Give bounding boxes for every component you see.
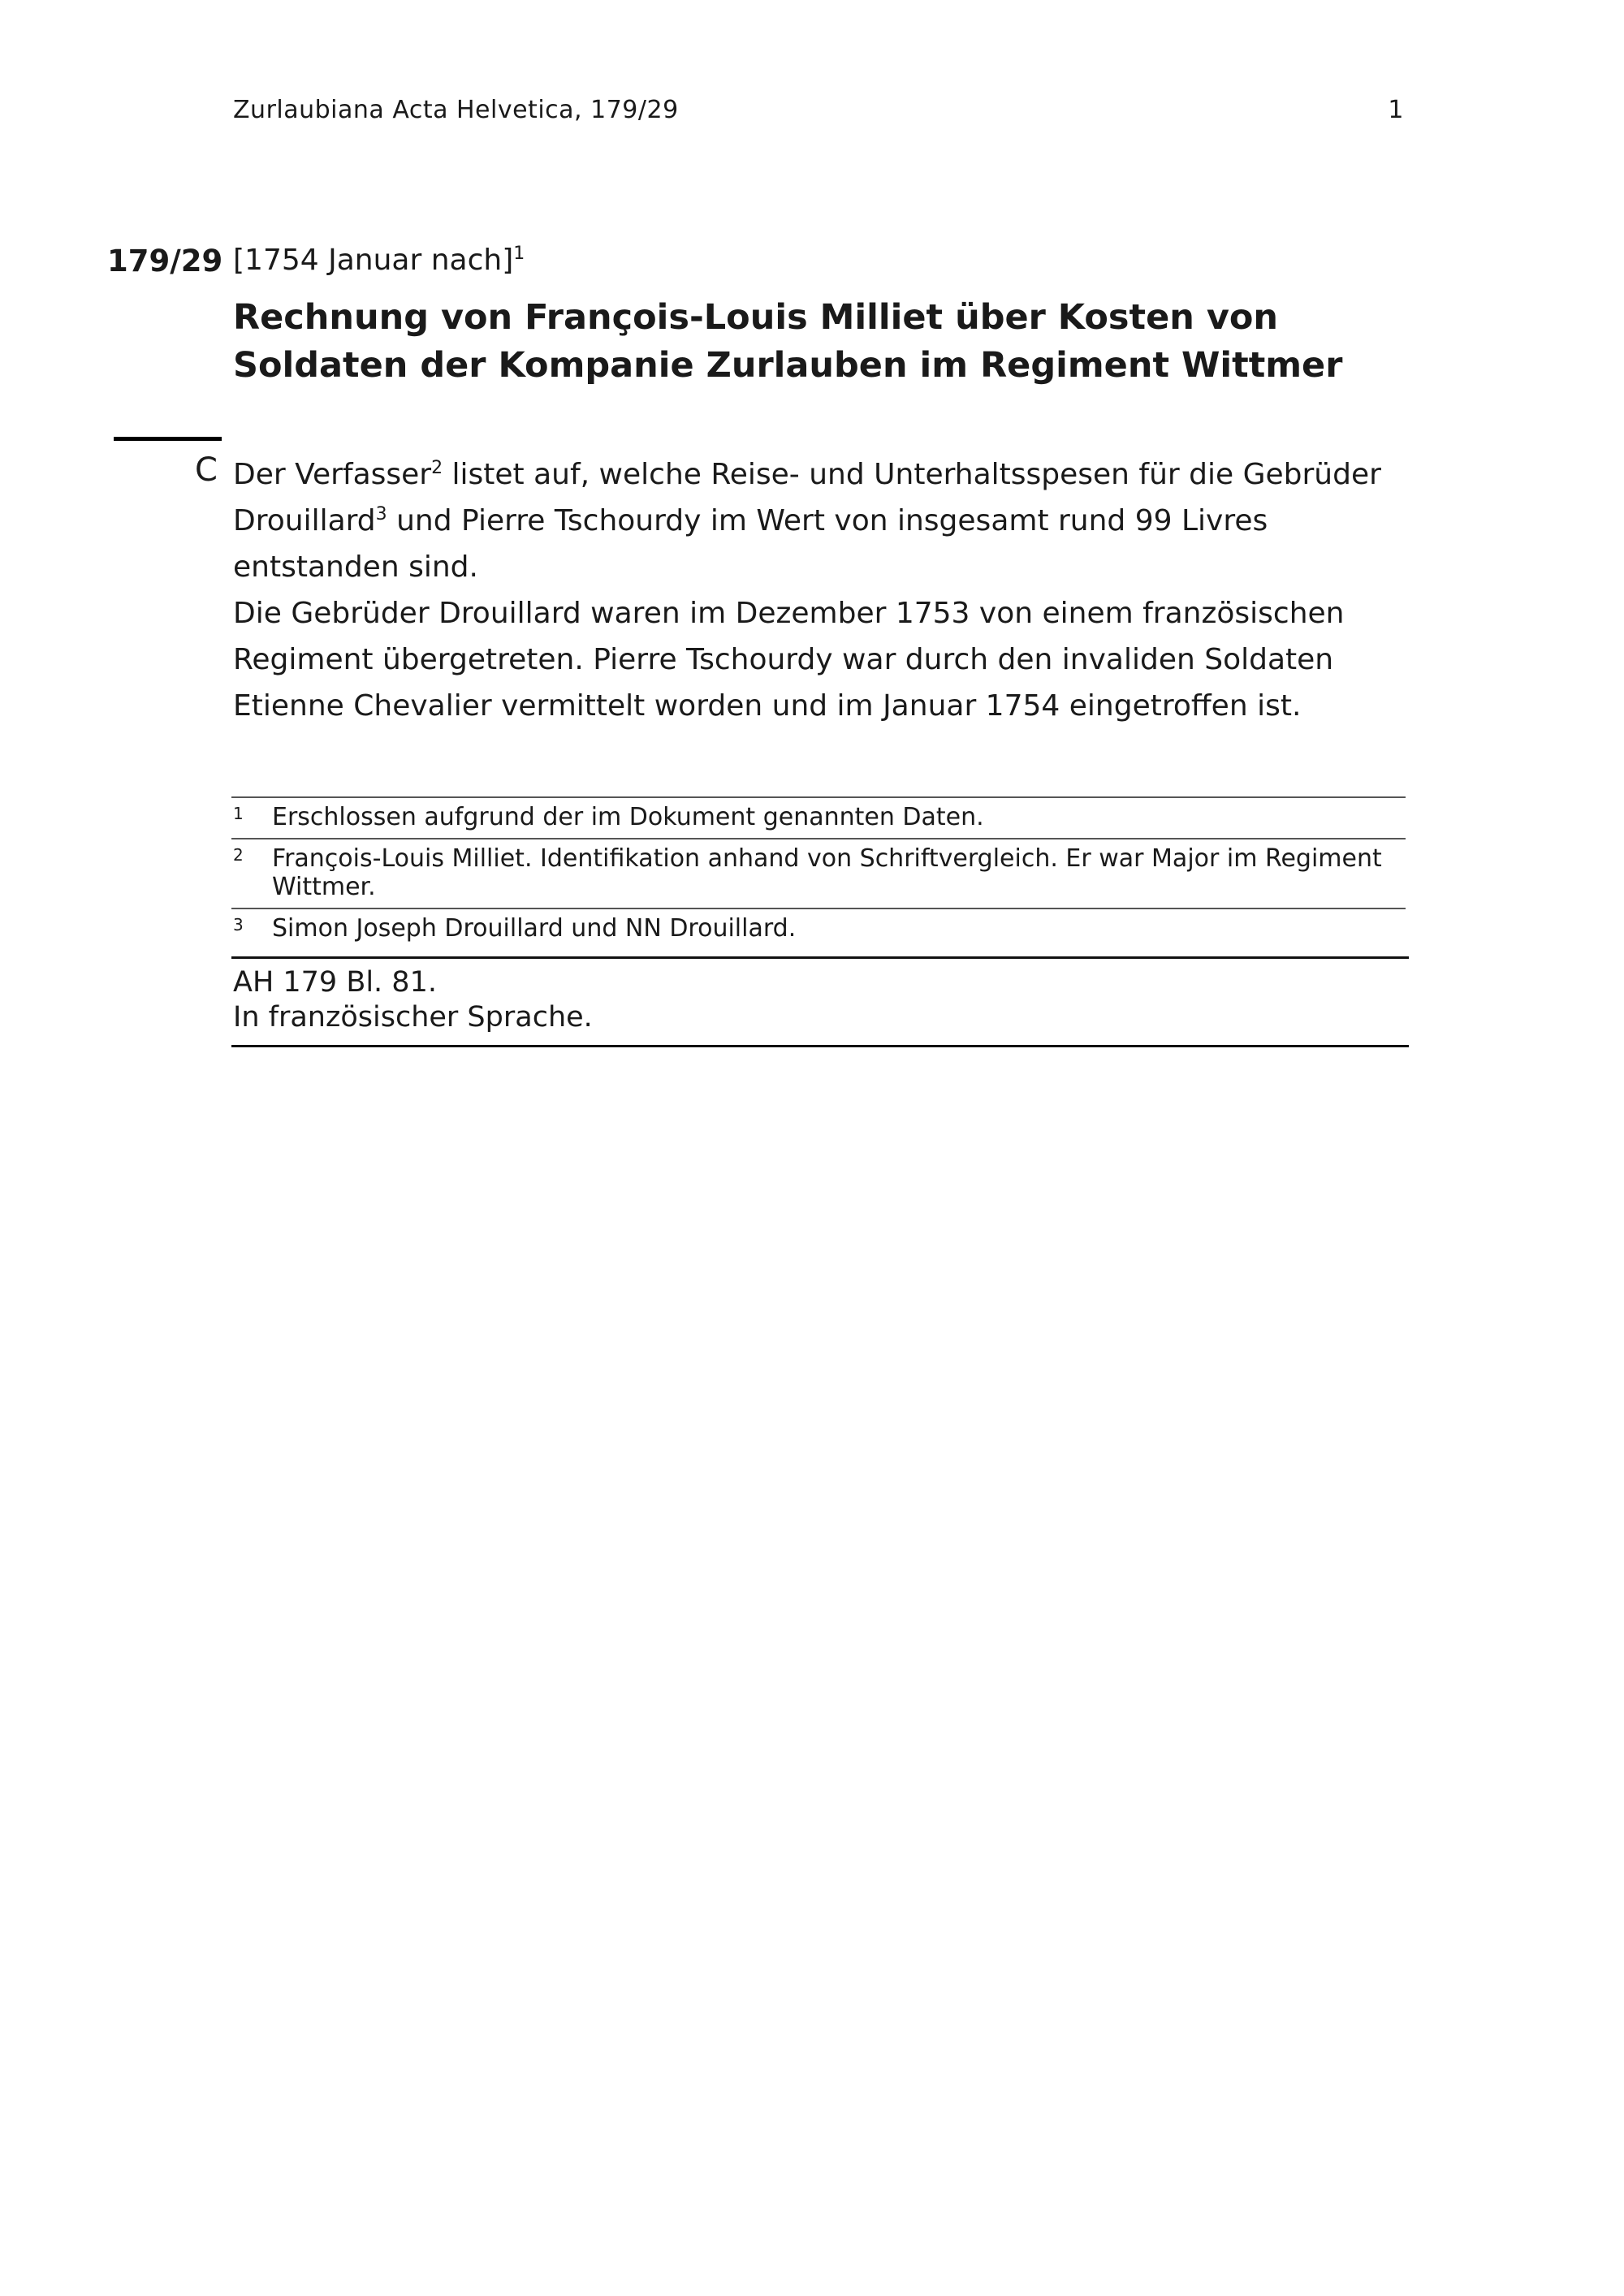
page-number: 1 bbox=[1388, 96, 1404, 124]
source-reference: AH 179 Bl. 81. bbox=[233, 966, 437, 999]
footnote bbox=[231, 908, 1406, 949]
summary-paragraph bbox=[233, 451, 1410, 590]
footnotes bbox=[231, 796, 1406, 949]
footnote-ref: 1 bbox=[513, 244, 525, 264]
summary-text: und Pierre Tschourdy im Wert von insgesamt rund 99 Livres entstanden sind. bbox=[233, 504, 1268, 584]
summary-text: Der Verfasser bbox=[233, 458, 432, 491]
running-head bbox=[233, 96, 1404, 128]
document-date bbox=[233, 244, 525, 277]
running-head-title: Zurlaubiana Acta Helvetica, 179/29 bbox=[233, 96, 679, 124]
document-date-text: [1754 Januar nach] bbox=[233, 244, 514, 277]
footnote-number: 2 bbox=[233, 845, 244, 865]
footnote-ref: 3 bbox=[375, 504, 387, 524]
document-heading: Rechnung von François-Louis Milliet über Kosten von Soldaten der Kompanie Zurlauben im Regiment Wittmer bbox=[233, 297, 1343, 386]
summary-text: listet auf, welche Reise- und Unterhaltsspesen für die Gebrüder Drouillard bbox=[233, 458, 1381, 537]
footnote-text: Erschlossen aufgrund der im Dokument genannten Daten. bbox=[272, 803, 984, 831]
footnote-text: Simon Joseph Drouillard und NN Drouillard. bbox=[272, 914, 797, 943]
document-number: 179/29 bbox=[107, 244, 223, 278]
document-summary bbox=[233, 451, 1410, 729]
section-rule-marker bbox=[114, 437, 222, 441]
footnote-number: 1 bbox=[233, 804, 244, 823]
summary-paragraph: Die Gebrüder Drouillard waren im Dezember 1753 von einem französischen Regiment übergetreten. Pierre Tschourdy war durch den invaliden Soldaten Etienne Chevalier vermittelt worden und im Januar 1754 eingetroffen ist. bbox=[233, 597, 1345, 723]
footnote-number: 3 bbox=[233, 915, 244, 934]
footnote-text: François-Louis Milliet. Identifikation anhand von Schriftvergleich. Er war Major im Regiment Wittmer. bbox=[272, 844, 1382, 901]
source-language: In französischer Sprache. bbox=[233, 1001, 593, 1034]
footnote bbox=[231, 838, 1406, 908]
document-type-letter: C bbox=[195, 451, 218, 489]
footnote-ref: 2 bbox=[431, 458, 443, 478]
source-note bbox=[231, 956, 1409, 1047]
footnote bbox=[231, 796, 1406, 838]
